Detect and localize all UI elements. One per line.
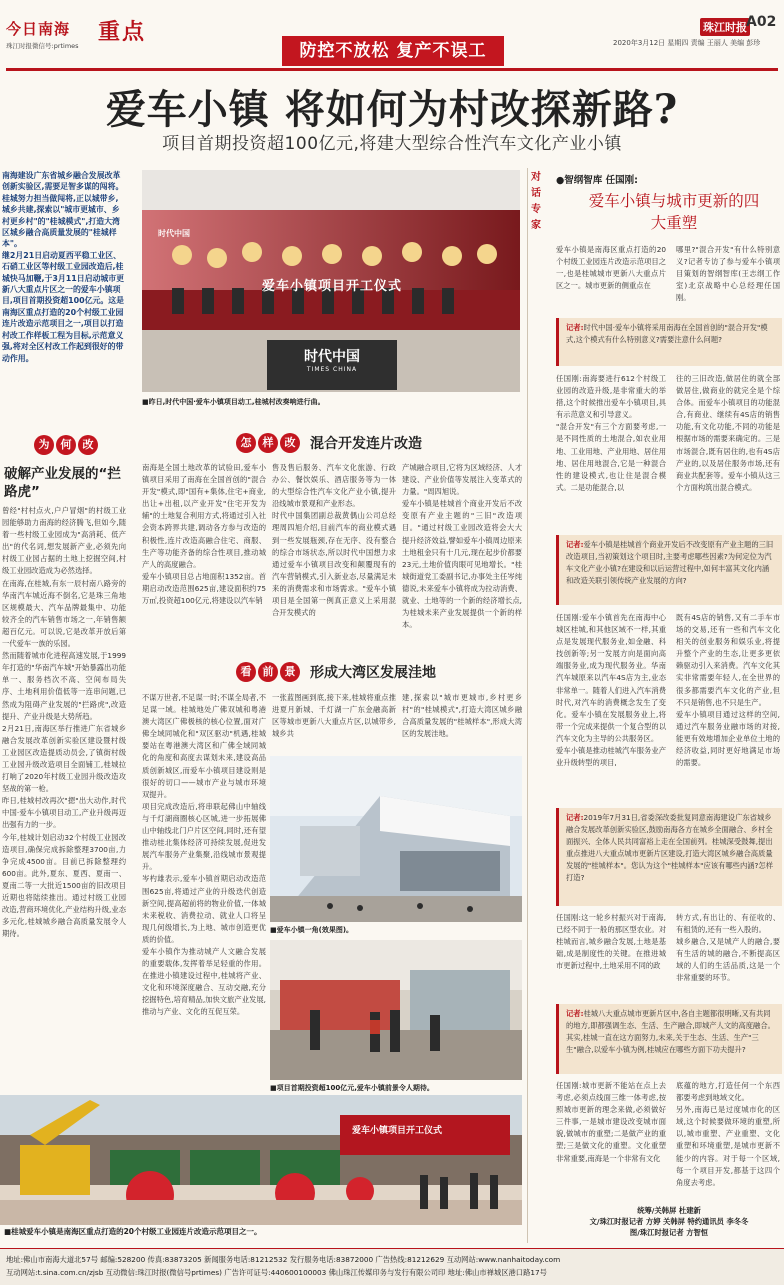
sec-why-tag	[34, 433, 100, 455]
sec-why-title: 破解产业发展的“拦路虎”	[4, 466, 121, 500]
qa-question	[556, 1004, 782, 1074]
sec-look-col2: 一张蓝图画到底,接下来,桂城将重点推进夏月新城、千灯湖一广东金融高新区等城市更新八大重点片区,以城带乡,城乡共	[272, 693, 396, 739]
tag-char: 改	[280, 433, 300, 453]
photo-rendering	[270, 756, 522, 922]
subheadline: 项目首期投资超100亿元,将建大型综合性汽车文化产业小镇	[162, 134, 622, 154]
brand-wechat: 珠江时报微信号:prtimes	[6, 42, 79, 50]
sec-how-col1: 南海是全国土地改革的试验田,爱车小镇项目采用了南海在全国首创的"混合开发"模式,即"国有+集体,住宅+商业,出让+出租,以产业开发"住宅开发为辅"的土地复合利用方式,将通过引入社会资本跨界共建,调动各方参与改造的积极性,连片改造高融合住宅、商服、生产等功能齐备的综合性项目,推动城产人的高度融合。 爱车小镇项目总占地面积1352亩。首期启动改造范围625亩,建设面积约75万㎡,投资超100亿元,将建设以汽车销	[142, 463, 266, 606]
footer-line: 地址:佛山市南海大道北57号 邮编:528200 传真:83873205 新闻服务电话:81212532 发行服务电话:83872000 广告热线:81212629 互动网站:www.nanhaitoday.com	[6, 1255, 561, 1264]
sec-why-text: 曾经"村村点火,户户冒烟"的村级工业园能够助力南海的经济腾飞,但如今,随着一些村级工业园成为"高消耗、低产出"的代名词,想发展新产业,必须先向村级工业园占据的土地上挖掘空间,村级工业园改造成为必然选择。 在南海,在桂城,有东一辰村南八路旁的华南汽车城近海不倒名,它是珠三角地区规模最大、汽车品牌最集中、功能较齐全的汽车销售市场之一,年销售额超百亿元。可以说,它是改革开放后第一代爱车一族的乐园。 然而随着城市化进程高速发展,于1999年打造的"华南汽车城"开始暴露出功能单一、服务档次不高、空间布局失序、土地利用价值低等一连串问题,已然成为阻碍产业发展的"拦路虎",改造提升、产业升级是大势所趋。 2月21日,南海区举行推进广东省城乡融合发展改革创新实验区建设暨村级工业园区改造提质动员会,了镇街村级工业园升级改造项目全面铺工,桂城拉打响了2020年村级工业园升级改造攻坚战的第一枪。 昨日,桂城村改再次"摁"出大动作,时代中国·爱车小镇项目动工,产业升级再迈出强有力的一步。 今年,桂城计划启动32个村级工业园改造项目,确保完成拆除整理3700亩,力争完成4500亩。目前已拆除整理约600亩。此外,夏东、夏西、夏南一、夏南二等一大批近1500亩的旧改项目近期也将陆续推出。通过村级工业园改造,营商环境优化,产业结构升级,业态多元化,桂城城乡融合高质量发展令人期待。	[2, 506, 126, 939]
sidebar-label-char: 对	[531, 172, 541, 183]
tag-char: 看	[236, 662, 256, 682]
qa-answer-left: 任国刚:南海要进行612个村级工业园的改造升级,是非常重大的举措,这个时候推出爱车小镇项目,具有示范意义和引导意义。 "混合开发"有三个方面要考虑,一是不同性质的土地混合,如农业用地、工业用地、产业用地、居住用地、居住用地混合,它是一种混合性的建设模式,也让住是混合模式。二是功能混合,以	[556, 374, 666, 492]
page-number: A02	[746, 14, 777, 30]
qa-answer-left: 任国刚:城市更新不能站在点上去考虑,必须点线面三维一体考虑,按照城市更新的理念来做,必须做好三件事,一是城市建设改变城市面貌,做城市的重塑;二是做产业的重塑;三是做文化的重塑。文化重塑非常重要,南海是一个非常有文化	[556, 1081, 666, 1163]
qa-answer-right: 往的三旧改造,做居住的就全部做居住,做商业的就完全是个综合体。而爱车小镇项目的功能混合,有商业、继续有4S店的销售功能,有文化功能,不同的功能是根据市场的需要来确定的。三是市场混合,既有居住的,也有4S店产业的,以及居住服务市场,还有商业共配套等。爱车小镇从这三个方面构筑出混合模式。	[676, 374, 780, 492]
sidebar-intro-right: 哪里?"混合开发"有什么特别意义?记者专访了参与爱车小镇项目策划的智纲智库(王志纲工作室)北京战略中心总经理任国刚。	[676, 245, 780, 303]
qa-q-text: 桂城八大重点城市更新片区中,各自主题都很明晰,又有共同的地方,即都强调生态、生活、生产融合,即城产人文的高度融合。其实,桂城一直在这方面努力,未来,关于生态、生活、生产"三生"融合,以爱车小镇为例,桂城应在哪些方面下功夫提升?	[566, 1009, 775, 1054]
qa-question	[556, 535, 782, 605]
credit-line: 图/珠江时报记者 方智恒	[629, 1228, 709, 1237]
sidebar-label-char: 话	[531, 188, 541, 199]
headline: 爱车小镇 将如何为村改探新路?	[105, 86, 679, 133]
slogan-banner: 防控不放松 复产不误工	[282, 36, 504, 66]
sidebar-label-char: 家	[531, 220, 541, 231]
photo-visitors	[270, 940, 522, 1080]
backdrop-brand: 时代中国	[158, 229, 190, 238]
qa-answer-left: 任国刚:这一轮乡村振兴对于南海,已经不同于一般的那区型农业。对桂城而言,城乡融合发展,土地是基础,成是制度性的关键。在推进城市更新过程中,土地采用不同的政	[556, 913, 666, 971]
sidebar-intro-left: 爱车小镇是南海区重点打造的20个村级工业园连片改造示范项目之一,也是桂城城市更新八大重点片区之一。城市更新的侧重点在	[556, 245, 666, 291]
sidebar-title: 爱车小镇与城市更新的四大重塑	[588, 192, 760, 232]
qa-answer-right: 转方式,有出让的、有征收的、有租赁的,还有一些入股的。 城乡融合,又是城产人的融合,要有生活的城的融合,不断提高区域的人们的生活品质,这是一个非常重要的环节。	[676, 913, 780, 983]
photo-rendering-caption: ■爱车小镇一角(效果图)。	[270, 926, 354, 934]
photo-ceremony-caption: ■昨日,时代中国·爱车小镇项目动工,桂城村改奏响进行曲。	[142, 398, 325, 406]
photo-site-caption: ■桂城爱车小镇是南海区重点打造的20个村级工业园连片改造示范项目之一。	[4, 1227, 262, 1236]
qa-q-prefix: 记者:	[566, 1009, 584, 1018]
tag-char: 为	[34, 435, 54, 455]
photo-visitors-caption: ■项目首期投资超100亿元,爱车小镇前景令人期待。	[270, 1084, 434, 1092]
qa-q-text: 2019年7月31日,省委深改委批复同意南海建设广东省城乡融合发展改革创新实验区,鼓励南海各方在城乡全面融合、乡村全面振兴、全体人民共同富裕上走在全国前列。桂城深受鼓舞,提出重点推进八大重点城市更新片区建设,打造大湾区城乡融合高质量发展的"桂城样本"。您认为这个"桂城样本"应该有哪些内涵?怎样打造?	[566, 813, 774, 882]
footer-line: 互动网站:t.sina.com.cn/zjsb 互动微信:珠江时报(微信号prtimes) 广告许可证号:440600100003 佛山珠江传媒印务与发行有限公司印 地址:佛山市禅城区港口路17号	[6, 1268, 547, 1277]
rendering-illustration	[270, 756, 522, 922]
times-china-sign	[292, 346, 372, 373]
qa-answer-right: 底蕴的地方,打造任何一个东西都要考虑到地域文化。 另外,南海已是过度城市化的区域,这个时候要做环境的重塑,所以,城市重塑、产业重塑、文化重塑和环境重塑,是城市更新不能少的内容。对于每一个区域,每一个项目开发,都基于这四个角度去考虑。	[676, 1081, 780, 1187]
tag-char: 改	[78, 435, 98, 455]
footer	[0, 1248, 784, 1285]
dateline: 2020年3月12日 星期四 责编 王丽人 美编 彭珍	[613, 39, 761, 47]
sidebar-divider	[527, 168, 528, 1243]
sec-look-col1: 不谋万世者,不足谋一时;不谋全局者,不足谋一域。桂城地处广佛双城和粤港澳大湾区广佛极核的核心位置,面对广佛全域同城化和"双区驱动"机遇,桂城要站在粤港澳大湾区和广佛全域同城化的角度和高度去谋划未来,建设高品质创新城区,而爱车小镇项目建设则是很好的切口——城市产业与城市环境双提升。 项目完成改造后,将串联起佛山中轴线与千灯湖商圈核心区城,进一步拓展佛山中轴线北门户片区空间,同时,还有望推动桂北集体经济可持续发展,促进发展汽车服务产业集聚,沿线城市景观提升。 岑杓雄表示,爱车小镇首期启动改造范围625亩,将通过产业的升级迭代创造新空间,提高超前将的物业价值,一体城未来税收、消费拉动、就业人口将呈现几何级增长,为上地、城市创造更优质的价值。 爱车小镇作为推动城产人文融合发展的重要载体,发挥着举足轻重的作用。在推进小镇建设过程中,桂城将产业、文化和环境深度融合、互动交融,充分挖掘特色,培育精品,加快文旅产业发展,推动与产业、文化的互促互荣。	[142, 693, 266, 1017]
qa-question	[556, 808, 782, 906]
qa-q-text: 时代中国·爱车小镇将采用南海在全国首创的"混合开发"模式,这个模式有什么特别意义?需要注意什么问题?	[566, 323, 768, 344]
tag-char: 样	[258, 433, 278, 453]
photo-site	[0, 1095, 522, 1225]
tag-char: 何	[56, 435, 76, 455]
sidebar-label	[531, 170, 545, 234]
header-rule	[6, 68, 778, 71]
sign-english: TIMES CHINA	[306, 366, 358, 373]
qa-q-text: 爱车小镇是桂城首个商业开发后不改变原有产业主题的三旧改造项目,当初策划这个项目时,主要考虑哪些因素?为何定位为汽车文化产业小镇?在建设和以后运营过程中,如何丰富其文化内涵和改造关联引领传统产业发展的方向?	[566, 540, 774, 585]
qa-q-prefix: 记者:	[566, 813, 584, 822]
credits	[556, 1205, 782, 1238]
sec-how-col2: 售及售后服务、汽车文化旅游、行政办公、餐饮娱乐、酒店服务等为一体的大型综合性汽车文化产业小镇,提升沿线城市景观和产业形态。 时代中国集团副总裁黄偶山公司总经理周四旭介绍,目前汽车的商业模式遇到一些发展瓶颈,存在无序、没有整合的综合市场状态,所以时代中国想力求通过爱车小镇项目改变和颠覆现有的汽车营销模式,引入新业态,尽量满足未来的消费需求和市场需求。"爱车小镇项目是全国第一例真正意义上采用混合开发模式的	[272, 463, 396, 618]
tag-char: 前	[258, 662, 278, 682]
tag-char: 景	[280, 662, 300, 682]
lead-paragraph: 南海建设广东省城乡融合发展改革创新实验区,需要足智多谋的闯将。桂城努力担当做闯将,正以城带乡,城乡共建,探索以"城市更城市、乡村更乡村"的"桂城模式",打造大湾区城乡融合高质量发展的"桂城样本"。 继2月21日启动夏西平稳工业区、石硝工业区等村级工业园改造后,桂城快马加鞭,于3月11日启动城市更新八大重点片区之一的爱车小镇项目,项目首期投资超100亿元。这是南海区重点打造的20个村级工业园连片改造示范项目之一,项目以打造村改工作样板工程为目标,示范意义强,将对全区村改工作起到很好的带动作用。	[2, 171, 125, 363]
sec-look-col3: 建,探索以"城市更城市,乡村更乡村"的"桂城模式",打造大湾区城乡融合高质量发展的"桂城样本",形成大湾区的发展洼地。	[402, 693, 522, 739]
section-title: 重点	[98, 20, 147, 45]
qa-question	[556, 318, 782, 366]
site-illustration	[0, 1095, 522, 1225]
sidebar-label-char: 专	[531, 204, 541, 215]
credit-line: 文/珠江时报记者 方婷 关韩屏 特约通讯员 李冬冬	[589, 1217, 749, 1226]
sec-how-title: 混合开发连片改造	[310, 436, 422, 452]
tag-char: 怎	[236, 433, 256, 453]
brand-name: 今日南海	[6, 20, 71, 38]
paper-logo: 珠江时报	[700, 18, 750, 36]
sidebar-byline: ●智纲智库 任国刚:	[556, 175, 638, 186]
masthead-brand	[6, 18, 94, 50]
credit-line: 统筹/关韩屏 杜建新	[637, 1206, 701, 1215]
qa-answer-right: 既有4S店的销售,又有二手车市场的交易,还有一些和汽车文化相关的创业服务和娱乐业,将提升整个产业的生态,让更多更依赖驱动引入来消费。汽车文化其实非常需要年轻人,在全世界的很多都需要汽车文化的产业,但不只是销售,也不只是生产。 爱车小镇项目通过这样的空间,通过汽车服务业融市场的对接,能更有效地增加企业单位土地的经济收益,同时更好地满足市场的需要。	[676, 613, 780, 768]
sec-how-heading	[236, 433, 422, 453]
sec-look-heading	[236, 662, 436, 682]
sec-look-title: 形成大湾区发展洼地	[310, 665, 436, 681]
sign-chinese: 时代中国	[304, 349, 360, 365]
qa-q-prefix: 记者:	[566, 540, 584, 549]
backdrop-title: 爱车小镇项目开工仪式	[262, 279, 403, 294]
site-banner: 爱车小镇项目开工仪式	[352, 1126, 443, 1136]
visitors-illustration	[270, 940, 522, 1080]
photo-ceremony	[142, 170, 520, 392]
qa-q-prefix: 记者:	[566, 323, 584, 332]
sec-how-col3: 产城融合项目,它将为区域经济、人才建设、产业价值等发展注入变革式的力量。"周四旭说。 爱车小镇是桂城首个商业开发后不改变原有产业主题的"三旧"改造项目。"通过村级工业园改造将会大大提升经济效益,譬如爱车小镇周边原来土地租金只有十几元,现在起步价都要23元,土地价值肉眼可见地增长。"桂城街道党工委副书记,办事处主任岑纯德说,未来爱车小镇将成为拉动消费、就业、土地等的一个新的经济增长点,为桂城未来产业发展提供一个新的样本。	[402, 463, 522, 630]
qa-answer-left: 任国刚:爱车小镇首先在南海中心城区桂城,和其他区域不一样,其重点是发展现代服务业,如金融、科技创新等;另一发展方向是面向高端服务业,成为现代服务业。华南汽车城原来以汽车4S店为主,业态非常单一。随着人们进入汽车消费时代,对汽车的消费概念发生了变化。爱车小镇在发展服务业上,将带一个完成来提供一个复合型的以汽车文化为主导的公共服务区。 爱车小镇是推动桂城汽车服务业产业升级转型的项目,	[556, 613, 666, 768]
